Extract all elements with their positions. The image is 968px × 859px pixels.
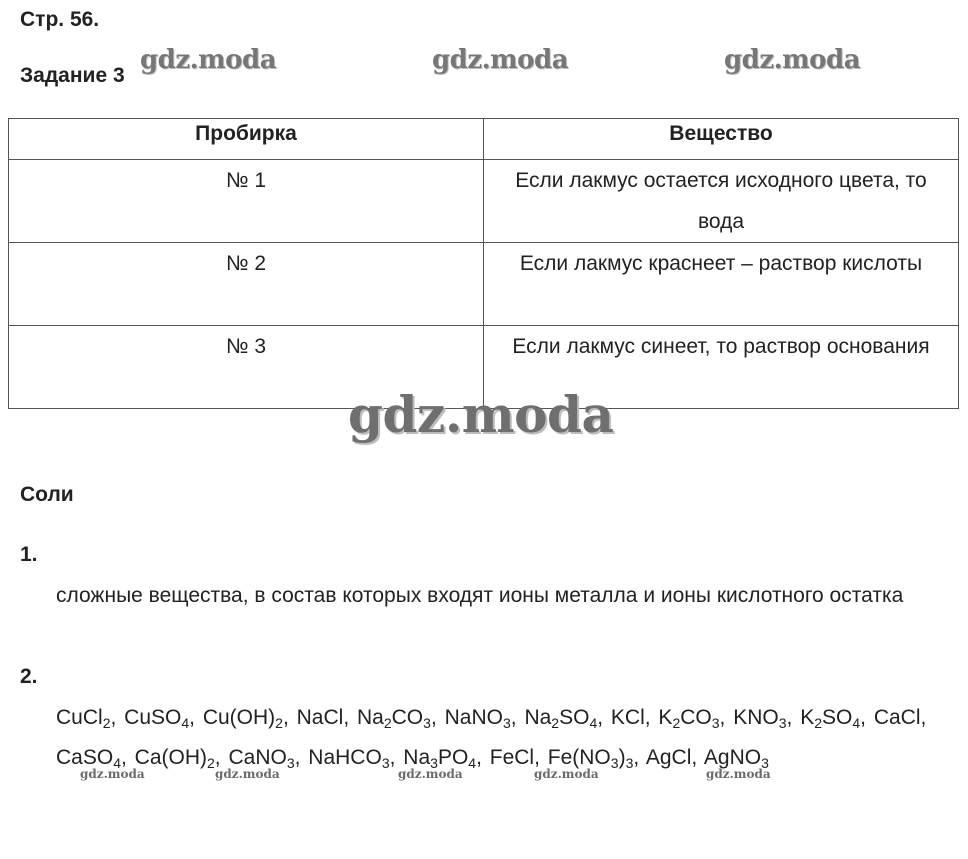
salt-formula: NaCl — [296, 706, 344, 729]
item-number-2: 2. — [20, 665, 38, 688]
salt-formula: $Na_3PO_4$ — [403, 746, 477, 771]
salt-formula: CuSO$_4$ — [124, 706, 190, 731]
task-title: Задание 3 — [20, 64, 125, 87]
watermark-small-4: gdz.moda — [534, 767, 599, 781]
salt-formula: NaNO$_3$ — [444, 706, 511, 731]
salt-formula: $KNO_3$ — [733, 706, 787, 731]
test-tube-table — [8, 118, 959, 409]
column-header-substance: Вещество — [484, 119, 959, 160]
page-label: Стр. 56. — [20, 8, 100, 31]
watermark-top-2: gdz.moda — [432, 45, 569, 75]
salt-formula: $K_2CO_3$ — [658, 706, 720, 731]
watermark-top-3: gdz.moda — [724, 45, 861, 75]
salt-formula: $Cu(OH)_2$ — [202, 706, 283, 731]
item-number-1: 1. — [20, 543, 38, 566]
salt-formula: CuCl$_2$ — [56, 706, 111, 731]
table-row — [9, 243, 959, 326]
salt-formula: KCl — [610, 706, 645, 729]
salt-formula: CaCl — [873, 706, 921, 729]
table-row — [9, 160, 959, 243]
column-header-tube: Пробирка — [9, 119, 484, 160]
salt-formula: CaNO$_3$ — [228, 746, 295, 771]
salt-formula: $Na_2CO_3$ — [356, 706, 431, 731]
salt-formula: $Na_2SO_4$ — [524, 706, 598, 731]
substance-cell: Если лакмус краснеет – раствор кислоты — [484, 243, 959, 326]
watermark-small-3: gdz.moda — [398, 767, 463, 781]
tube-cell: № 2 — [9, 243, 484, 326]
tube-cell: № 1 — [9, 160, 484, 243]
watermark-small-2: gdz.moda — [215, 767, 280, 781]
salt-formula: AgCl — [645, 746, 692, 769]
salt-formula-list: CuCl$_2$, CuSO$_4$, $Cu(OH)_2$, NaCl, $Na_2CO_3$, NaNO$_3$, $Na_2SO_4$, KCl, $K_2CO_3$, $KNO_3$, $K_2SO_4$, CaCl, CaSO$_4$, $Ca(OH)_2$, CaNO$_3$, NaHCO$_3$, $Na_3PO_4$, FeCl, $Fe(NO_3)_3$, AgCl, AgNO$_3$ — [56, 706, 927, 771]
watermark-small-5: gdz.moda — [706, 767, 771, 781]
substance-cell: Если лакмус синеет, то раствор основания — [484, 326, 959, 409]
salt-formula: $K_2SO_4$ — [800, 706, 861, 731]
salt-formula: AgNO$_3$ — [703, 746, 769, 771]
salt-formula: $Ca(OH)_2$ — [134, 746, 215, 771]
salt-formula: FeCl — [489, 746, 535, 769]
salt-formula: $Fe(NO_3)_3$ — [547, 746, 634, 771]
table-header-row — [9, 119, 959, 160]
substance-cell: Если лакмус остается исходного цвета, то вода — [484, 160, 959, 243]
tube-cell: № 3 — [9, 326, 484, 409]
salt-formula: NaHCO$_3$ — [308, 746, 390, 771]
salt-formula: CaSO$_4$ — [56, 746, 121, 771]
watermark-top-1: gdz.moda — [140, 45, 277, 75]
salt-definition: сложные вещества, в состав которых входят ионы металла и ионы кислотного остатка — [56, 584, 904, 607]
section-title: Соли — [20, 483, 74, 506]
watermark-center: gdz.moda — [348, 385, 614, 444]
watermark-small-1: gdz.moda — [80, 767, 145, 781]
